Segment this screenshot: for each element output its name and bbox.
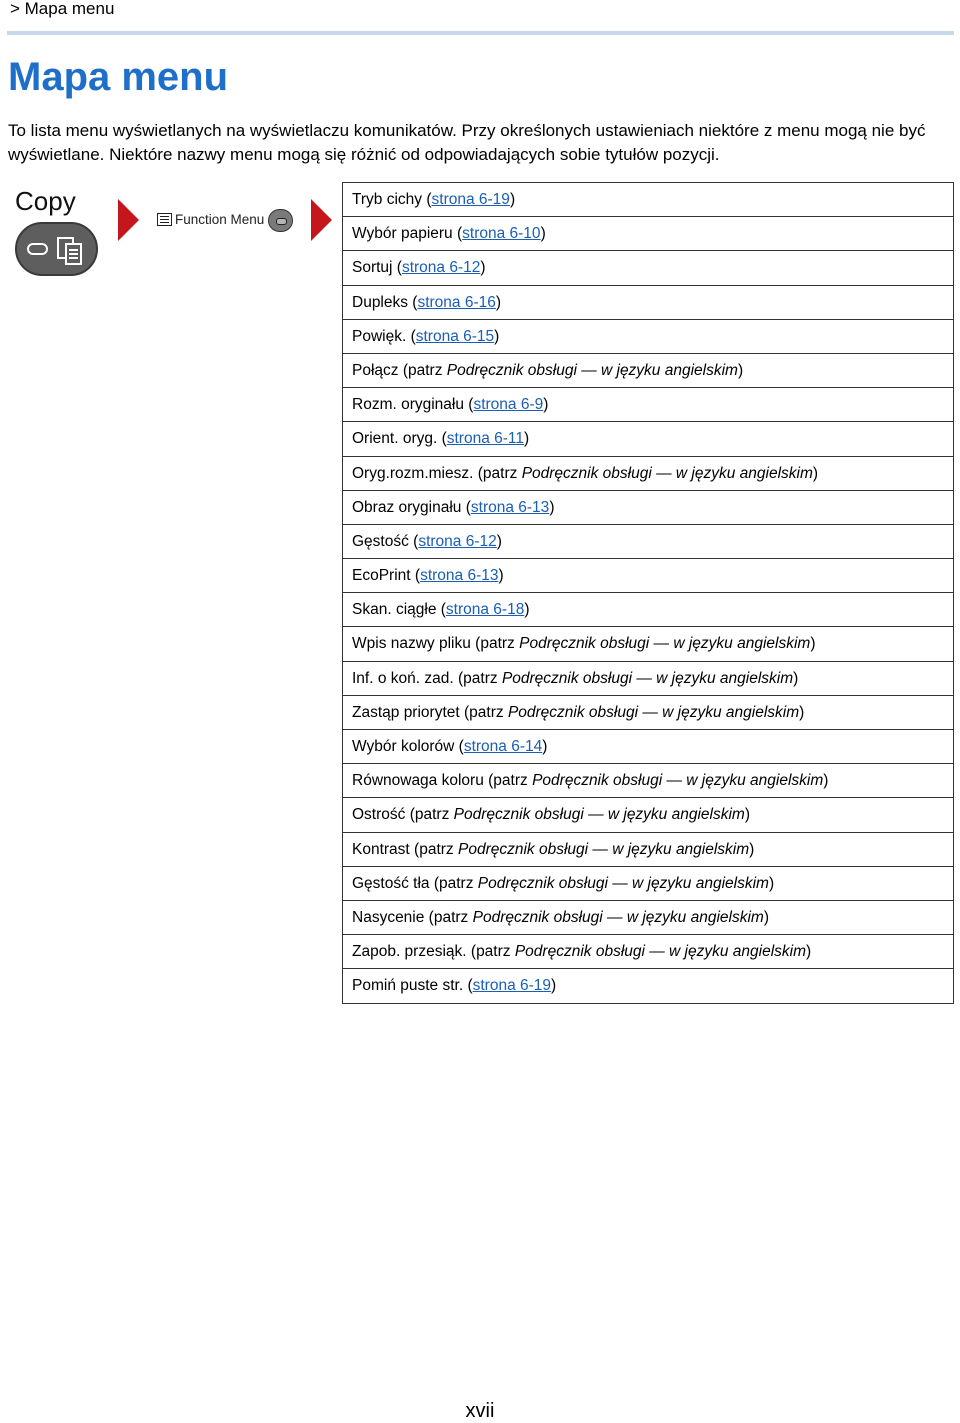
manual-reference: Podręcznik obsługi — w języku angielskim: [477, 874, 769, 892]
menu-row: Tryb cichy (strona 6-19): [343, 183, 953, 217]
menu-item-label: Zapob. przesiąk.: [352, 943, 467, 961]
arrow-right-icon: [311, 199, 332, 241]
page-link[interactable]: strona 6-13: [470, 498, 550, 516]
menu-item-label: Powięk.: [352, 327, 407, 345]
menu-item-label: Kontrast: [352, 840, 410, 858]
menu-row: Rozm. oryginału (strona 6-9): [343, 388, 953, 422]
menu-item-label: Pomiń puste str.: [352, 977, 464, 995]
page-link[interactable]: strona 6-11: [446, 430, 525, 448]
menu-row: EcoPrint (strona 6-13): [343, 559, 953, 593]
reference-prefix: patrz: [463, 669, 498, 687]
menu-item-label: Wybór kolorów: [352, 738, 455, 755]
reference-prefix: patrz: [433, 908, 469, 926]
page-title: Mapa menu: [8, 55, 229, 99]
menu-item-label: EcoPrint: [352, 567, 411, 585]
menu-row: Wybór papieru (strona 6-10): [343, 217, 953, 251]
menu-row: Dupleks (strona 6-16): [343, 286, 953, 320]
menu-row: Wpis nazwy pliku (patrz Podręcznik obsługi — w języku angielskim): [343, 627, 953, 661]
page-link[interactable]: strona 6-10: [462, 225, 541, 243]
menu-row: Gęstość tła (patrz Podręcznik obsługi — w języku angielskim): [343, 867, 953, 901]
page-link[interactable]: strona 6-14: [463, 738, 543, 755]
menu-item-label: Wybór papieru: [352, 225, 453, 243]
manual-reference: Podręcznik obsługi — w języku angielskim: [532, 772, 824, 790]
page-link[interactable]: strona 6-12: [418, 532, 497, 550]
manual-reference: Podręcznik obsługi — w języku angielskim: [514, 943, 807, 961]
manual-reference: Podręcznik obsługi — w języku angielskim: [472, 908, 764, 926]
menu-item-label: Obraz oryginału: [352, 498, 462, 516]
manual-reference: Podręcznik obsługi — w języku angielskim: [457, 840, 750, 858]
manual-reference: Podręcznik obsługi — w języku angielskim: [519, 635, 811, 653]
copy-key-icon: [15, 222, 98, 276]
menu-item-label: Nasycenie: [352, 908, 425, 926]
manual-reference: Podręcznik obsługi — w języku angielskim: [501, 669, 794, 687]
menu-row: Oryg.rozm.miesz. (patrz Podręcznik obsługi — w języku angielskim): [343, 457, 953, 491]
page-link[interactable]: strona 6-19: [472, 977, 552, 995]
reference-prefix: patrz: [480, 635, 515, 653]
page-link[interactable]: strona 6-15: [415, 327, 495, 345]
reference-prefix: patrz: [419, 840, 454, 858]
reference-prefix: patrz: [408, 361, 443, 379]
manual-reference: Podręcznik obsługi — w języku angielskim: [446, 361, 738, 379]
function-menu-button-icon: [268, 209, 293, 232]
menu-item-label: Sortuj: [352, 259, 393, 277]
menu-row: Równowaga koloru (patrz Podręcznik obsługi — w języku angielskim): [343, 764, 953, 798]
menu-item-label: Dupleks: [352, 293, 408, 311]
menu-row: Gęstość (strona 6-12): [343, 525, 953, 559]
menu-row: Skan. ciągłe (strona 6-18): [343, 593, 953, 627]
page-link[interactable]: strona 6-12: [401, 259, 481, 277]
pill-indicator-icon: [27, 243, 48, 255]
menu-item-label: Gęstość: [352, 532, 409, 550]
reference-prefix: patrz: [482, 464, 518, 482]
menu-row: Nasycenie (patrz Podręcznik obsługi — w języku angielskim): [343, 901, 953, 935]
menu-item-label: Gęstość tła: [352, 874, 430, 892]
menu-item-label: Zastąp priorytet: [352, 703, 460, 721]
page-link[interactable]: strona 6-16: [417, 293, 496, 311]
menu-row: Sortuj (strona 6-12): [343, 251, 953, 285]
header-divider: [7, 31, 954, 35]
manual-reference: Podręcznik obsługi — w języku angielskim: [507, 703, 800, 721]
menu-item-label: Inf. o koń. zad.: [352, 669, 454, 687]
menu-row: Połącz (patrz Podręcznik obsługi — w języku angielskim): [343, 354, 953, 388]
menu-row: Inf. o koń. zad. (patrz Podręcznik obsługi — w języku angielskim): [343, 662, 953, 696]
menu-row: Pomiń puste str. (strona 6-19): [343, 969, 953, 1003]
intro-paragraph: To lista menu wyświetlanych na wyświetlaczu komunikatów. Przy określonych ustawieniach niektóre z menu mogą nie być wyświetlane. Niektóre nazwy menu mogą się różnić od odpowiadających sobie tytułów pozycji.: [8, 121, 926, 164]
page-link[interactable]: strona 6-18: [445, 601, 525, 619]
reference-prefix: patrz: [469, 703, 504, 721]
menu-row: Wybór kolorów (strona 6-14): [343, 730, 953, 764]
menu-item-label: Skan. ciągłe: [352, 601, 437, 619]
menu-item-label: Rozm. oryginału: [352, 396, 464, 414]
menu-item-label: Równowaga koloru: [352, 772, 484, 790]
page-link[interactable]: strona 6-19: [431, 191, 510, 208]
menu-row: Zastąp priorytet (patrz Podręcznik obsługi — w języku angielskim): [343, 696, 953, 730]
menu-row: Orient. oryg. (strona 6-11): [343, 422, 953, 456]
menu-row: Kontrast (patrz Podręcznik obsługi — w języku angielskim): [343, 833, 953, 867]
menu-item-label: Tryb cichy: [352, 191, 423, 208]
breadcrumb: > Mapa menu: [10, 0, 115, 18]
page-number: xvii: [465, 1400, 495, 1422]
menu-row: Obraz oryginału (strona 6-13): [343, 491, 953, 525]
reference-prefix: patrz: [493, 772, 528, 790]
copy-documents-icon: [55, 236, 85, 266]
arrow-right-icon: [118, 199, 139, 241]
menu-row: Ostrość (patrz Podręcznik obsługi — w języku angielskim): [343, 798, 953, 832]
menu-item-label: Wpis nazwy pliku: [352, 635, 471, 653]
reference-prefix: patrz: [414, 806, 450, 824]
reference-prefix: patrz: [439, 874, 474, 892]
page-link[interactable]: strona 6-13: [420, 567, 499, 585]
copy-label: Copy: [15, 186, 76, 216]
function-menu-label: Function Menu: [175, 212, 265, 227]
menu-item-label: Ostrość: [352, 806, 406, 824]
page-link[interactable]: strona 6-9: [473, 396, 544, 414]
menu-item-label: Oryg.rozm.miesz.: [352, 464, 474, 482]
reference-prefix: patrz: [476, 943, 511, 961]
menu-row: Zapob. przesiąk. (patrz Podręcznik obsługi — w języku angielskim): [343, 935, 953, 969]
menu-table: [342, 182, 954, 1004]
menu-row: Powięk. (strona 6-15): [343, 320, 953, 354]
function-menu-icon: [157, 213, 172, 226]
manual-reference: Podręcznik obsługi — w języku angielskim: [521, 464, 813, 482]
menu-item-label: Połącz: [352, 361, 399, 379]
menu-item-label: Orient. oryg.: [352, 430, 438, 448]
manual-reference: Podręcznik obsługi — w języku angielskim: [453, 806, 745, 824]
